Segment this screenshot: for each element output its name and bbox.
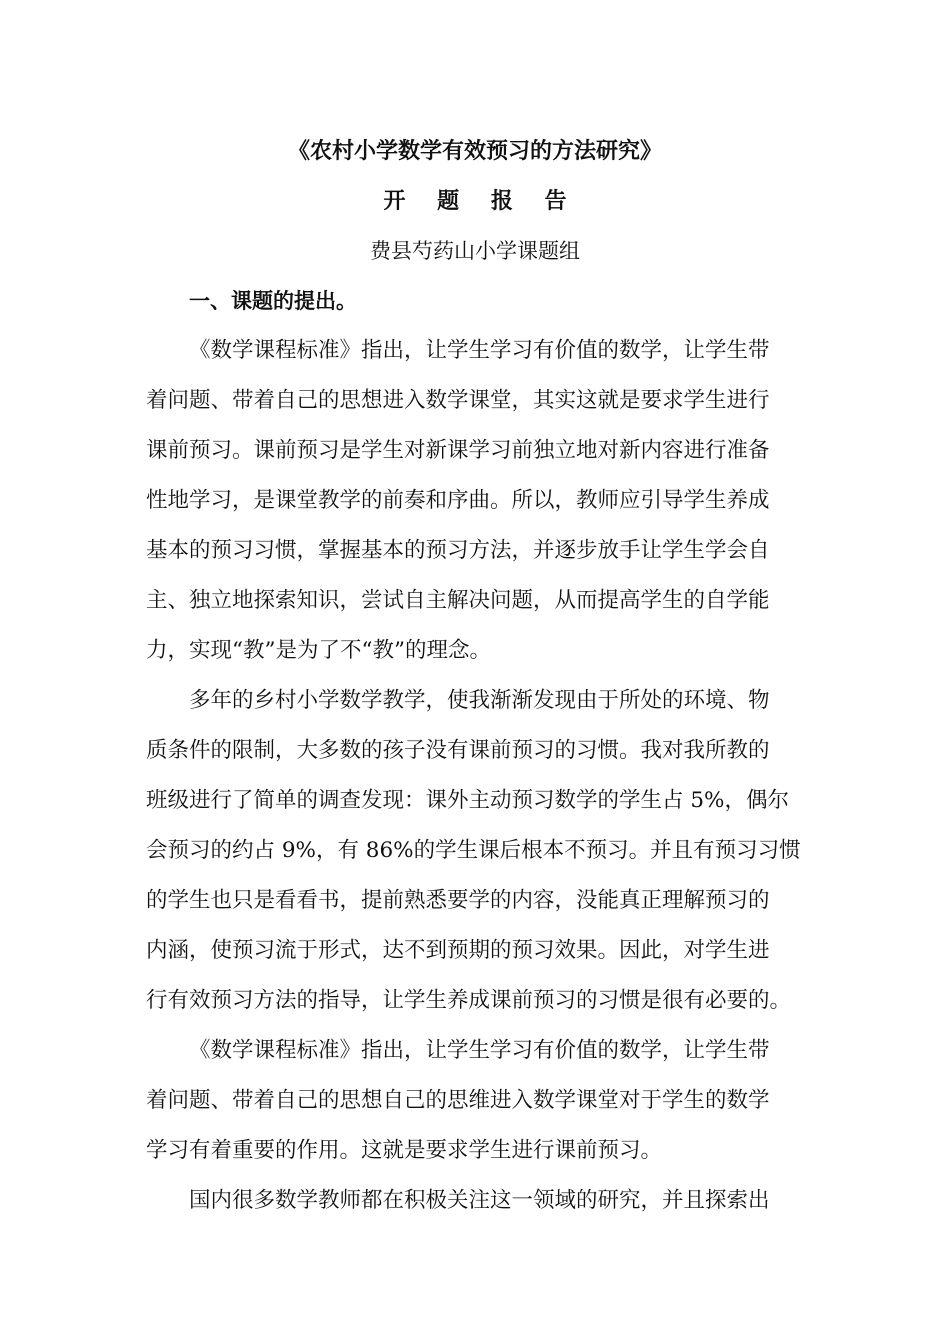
section-heading: 一、课题的提出。 — [189, 288, 357, 313]
paragraph-line: 行有效预习方法的指导，让学生养成课前预习的习惯是很有必要的。 — [146, 988, 792, 1013]
paragraph-line: 着问题、带着自己的思想进入数学课堂，其实这就是要求学生进行 — [146, 388, 770, 413]
paragraph-line: 质条件的限制，大多数的孩子没有课前预习的习惯。我对我所教的 — [146, 738, 770, 763]
paragraph-line: 国内很多数学教师都在积极关注这一领域的研究，并且探索出 — [189, 1188, 770, 1213]
paragraph-line: 学习有着重要的作用。这就是要求学生进行课前预习。 — [146, 1138, 663, 1163]
paragraph-line: 课前预习。课前预习是学生对新课学习前独立地对新内容进行准备 — [146, 438, 770, 463]
paragraph-line: 着问题、带着自己的思想自己的思维进入数学课堂对于学生的数学 — [146, 1088, 770, 1113]
paragraph-line: 基本的预习习惯，掌握基本的预习方法，并逐步放手让学生学会自 — [146, 538, 770, 563]
paragraph-line: 多年的乡村小学数学教学，使我渐渐发现由于所处的环境、物 — [189, 688, 770, 713]
paragraph-line: 力，实现“教”是为了不“教”的理念。 — [146, 638, 491, 663]
paragraph-line: 性地学习，是课堂教学的前奏和序曲。所以，教师应引导学生养成 — [146, 488, 770, 513]
paragraph-line: 《数学课程标准》指出，让学生学习有价值的数学，让学生带 — [189, 1038, 770, 1063]
document-author: 费县芍药山小学课题组 — [370, 239, 580, 263]
paragraph-line: 《数学课程标准》指出，让学生学习有价值的数学，让学生带 — [189, 338, 770, 363]
paragraph-line: 主、独立地探索知识，尝试自主解决问题，从而提高学生的自学能 — [146, 588, 770, 613]
paragraph-line: 会预习的约占 9%，有 86%的学生课后根本不预习。并且有预习习惯 — [146, 838, 801, 863]
paragraph-line: 班级进行了简单的调查发现：课外主动预习数学的学生占 5%，偶尔 — [146, 788, 789, 813]
document-subtitle: 开 题 报 告 — [383, 188, 579, 214]
paragraph-line: 内涵，使预习流于形式，达不到预期的预习效果。因此，对学生进 — [146, 938, 770, 963]
document-title: 《农村小学数学有效预习的方法研究》 — [287, 138, 662, 164]
paragraph-line: 的学生也只是看看书，提前熟悉要学的内容，没能真正理解预习的 — [146, 888, 770, 913]
